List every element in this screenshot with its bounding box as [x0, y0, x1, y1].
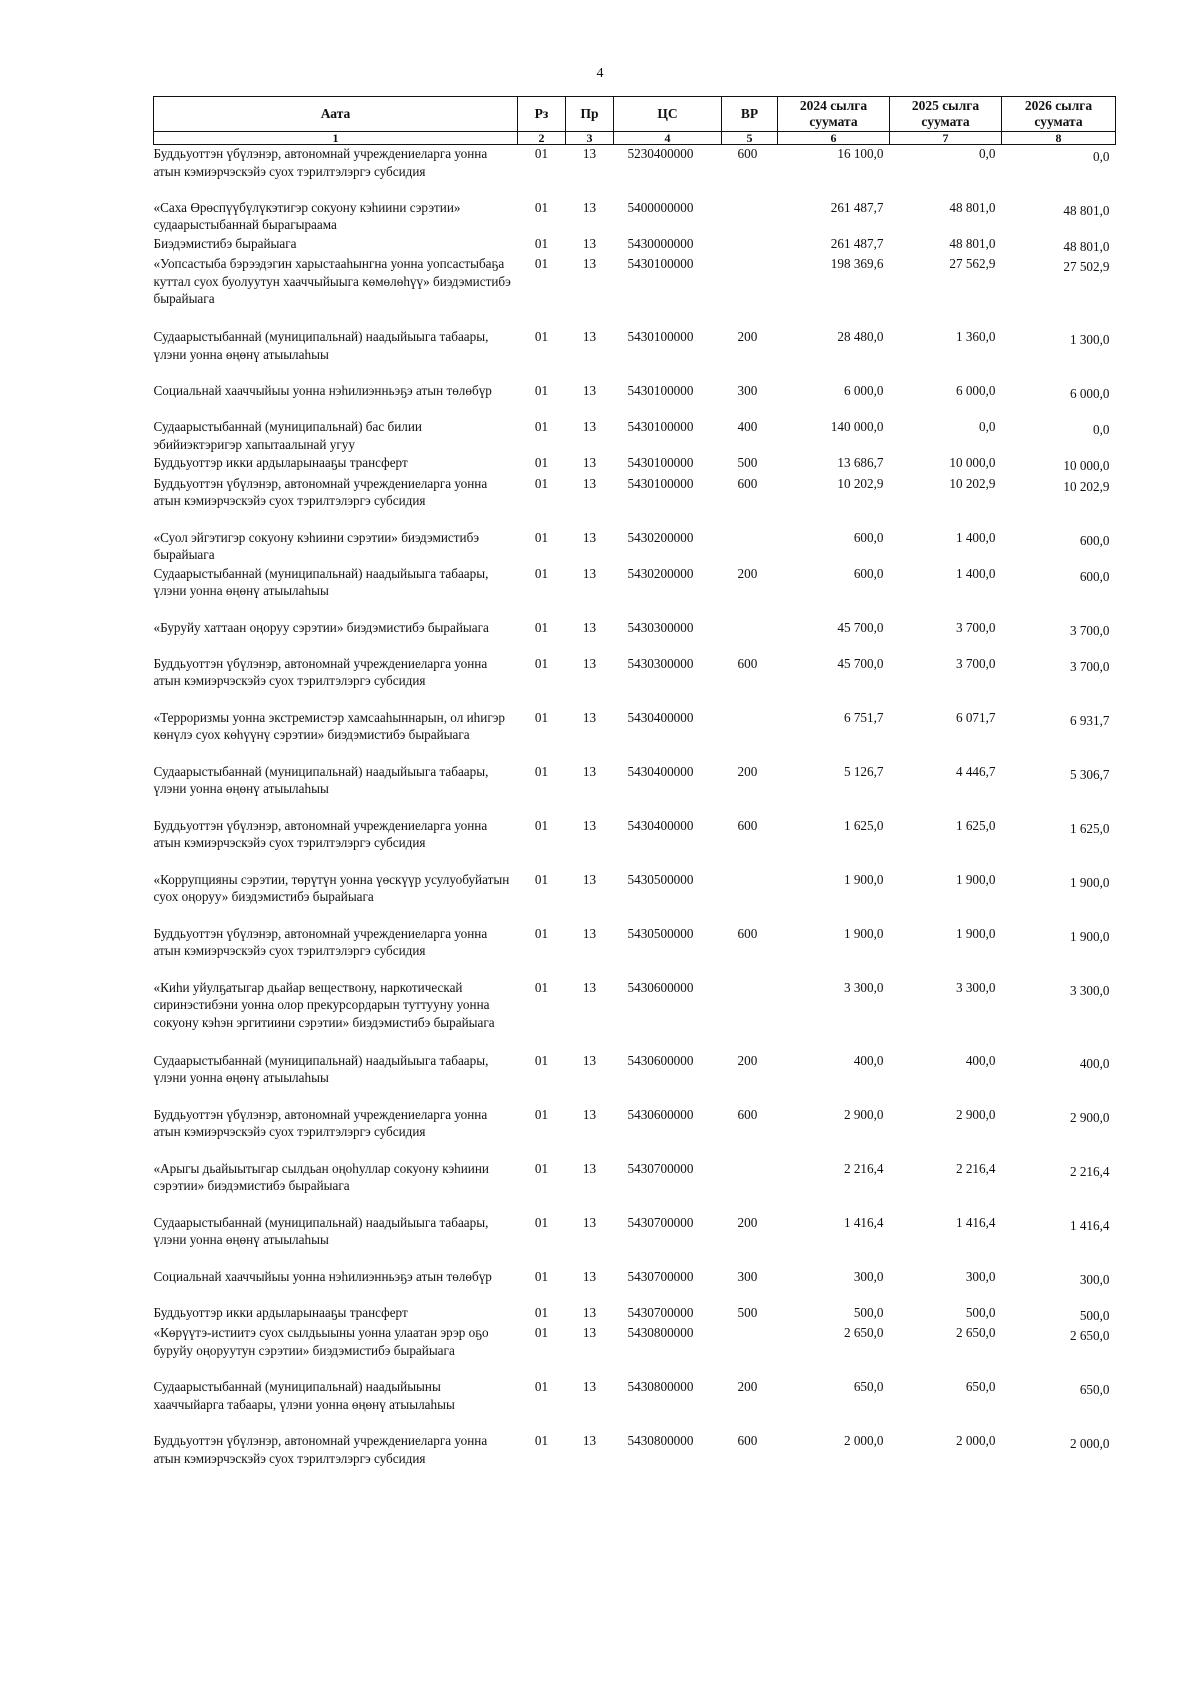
row-name: Буддьуоттэр икки ардыларынааҕы трансферт — [153, 1304, 408, 1320]
table-header — [154, 97, 1116, 145]
row-value-2026: 400,0 — [1079, 1055, 1110, 1071]
row-value-2024: 2 650,0 — [843, 1325, 884, 1340]
row-pr: 13 — [582, 235, 597, 251]
row-value-2026: 27 502,9 — [1063, 259, 1110, 274]
row-pr: 13 — [582, 1160, 597, 1176]
row-pr: 13 — [582, 1106, 597, 1122]
row-vr: 300 — [737, 383, 758, 398]
row-value-2025: 1 400,0 — [955, 565, 996, 581]
row-vr — [722, 1324, 778, 1378]
row-rz: 01 — [534, 1325, 549, 1340]
row-value-2026: 0,0 — [1093, 422, 1110, 437]
row-vr: 200 — [737, 763, 758, 779]
row-value-2025: 3 700,0 — [955, 619, 996, 635]
row-value-2025: 1 400,0 — [955, 529, 996, 545]
row-value-2026: 1 900,0 — [1069, 874, 1110, 890]
row-cs: 5430500000 — [627, 871, 694, 887]
row-value-2025: 0,0 — [979, 146, 996, 161]
row-rz: 01 — [534, 455, 549, 470]
row-cs: 5430100000 — [627, 419, 694, 434]
row-value-2024: 2 216,4 — [843, 1160, 884, 1176]
row-value-2025: 3 300,0 — [955, 979, 996, 995]
row-name: Судаарыстыбаннай (муниципальнай) наадыйыыга табаары, үлэни уонна өңөнү атыылаһыы — [153, 329, 489, 362]
row-value-2024: 6 751,7 — [843, 709, 884, 725]
row-cs: 5430100000 — [627, 329, 694, 344]
row-rz: 01 — [534, 146, 549, 161]
row-value-2024: 28 480,0 — [837, 329, 884, 344]
row-value-2025: 0,0 — [979, 419, 996, 434]
row-rz: 01 — [534, 1214, 549, 1230]
table-row — [154, 529, 1116, 565]
row-value-2025: 27 562,9 — [949, 256, 996, 271]
row-vr — [722, 979, 778, 1052]
row-value-2025: 6 071,7 — [955, 709, 996, 725]
row-rz: 01 — [534, 419, 549, 434]
table-row — [154, 1378, 1116, 1432]
row-cs: 5430700000 — [627, 1214, 694, 1230]
column-header-2026: 2026 сылга суумата — [1002, 97, 1116, 132]
table-row — [154, 1268, 1116, 1304]
row-pr: 13 — [582, 383, 597, 398]
column-number: 8 — [1002, 132, 1116, 145]
row-value-2024: 13 686,7 — [837, 455, 884, 470]
row-value-2025: 2 000,0 — [955, 1433, 996, 1448]
row-pr: 13 — [582, 763, 597, 779]
row-value-2024: 10 202,9 — [837, 475, 884, 491]
column-number: 7 — [890, 132, 1002, 145]
column-header-2025: 2025 сылга суумата — [890, 97, 1002, 132]
row-vr: 600 — [737, 655, 758, 671]
row-value-2025: 1 900,0 — [955, 925, 996, 941]
row-value-2025: 300,0 — [965, 1268, 996, 1284]
row-value-2024: 650,0 — [853, 1379, 884, 1394]
row-value-2024: 300,0 — [853, 1268, 884, 1284]
row-value-2025: 4 446,7 — [955, 763, 996, 779]
row-rz: 01 — [534, 1379, 549, 1394]
row-name: Буддьуоттэр икки ардыларынааҕы трансферт — [153, 455, 408, 470]
row-name: Социальнай хааччыйыы уонна нэһилиэнньэҕэ атын төлөбүр — [153, 1268, 492, 1284]
column-number-row — [154, 132, 1116, 145]
row-pr: 13 — [582, 817, 597, 833]
row-cs: 5430600000 — [627, 1052, 694, 1068]
column-number: 2 — [518, 132, 566, 145]
row-value-2025: 6 000,0 — [955, 383, 996, 398]
row-cs: 5430700000 — [627, 1268, 694, 1284]
row-name: Буддьуоттэн үбүлэнэр, автономнай учреждениеларга уонна атын кэмиэрчэскэйэ суох тэрилтэлэргэ субсидия — [153, 1106, 488, 1139]
table-row — [154, 1214, 1116, 1268]
table-row — [154, 454, 1116, 475]
row-vr: 600 — [737, 1433, 758, 1448]
page-number: 4 — [596, 66, 604, 81]
row-vr: 500 — [737, 1304, 758, 1320]
row-rz: 01 — [534, 871, 549, 887]
table-row — [154, 565, 1116, 619]
row-cs: 5430800000 — [627, 1433, 694, 1448]
row-name: «Көрүүтэ-истиитэ суох сылдьыыны уонна улаатан эрэр оҕо буруйу оңоруутун сэрэтии» биэдэмистибэ бырайыага — [153, 1325, 489, 1358]
row-vr — [722, 871, 778, 925]
row-pr: 13 — [582, 619, 597, 635]
row-value-2024: 2 000,0 — [843, 1433, 884, 1448]
row-value-2026: 48 801,0 — [1063, 238, 1110, 254]
table-row — [154, 871, 1116, 925]
row-cs: 5430700000 — [627, 1160, 694, 1176]
table-body — [154, 145, 1116, 1487]
row-vr — [722, 529, 778, 565]
row-rz: 01 — [534, 817, 549, 833]
row-vr: 500 — [737, 455, 758, 470]
row-vr — [722, 255, 778, 328]
row-rz: 01 — [534, 979, 549, 995]
row-value-2024: 600,0 — [853, 529, 884, 545]
row-name: Судаарыстыбаннай (муниципальнай) наадыйыыны хааччыйарга табаары, үлэни уонна өңөнү атыылаһыы — [153, 1379, 455, 1412]
table-row — [154, 817, 1116, 871]
row-value-2025: 3 700,0 — [955, 655, 996, 671]
row-rz: 01 — [534, 383, 549, 398]
row-value-2026: 1 300,0 — [1069, 332, 1110, 347]
row-vr — [722, 235, 778, 256]
row-value-2025: 48 801,0 — [949, 235, 996, 251]
row-value-2026: 500,0 — [1079, 1307, 1110, 1323]
row-pr: 13 — [582, 565, 597, 581]
row-value-2024: 3 300,0 — [843, 979, 884, 995]
row-name: «Суол эйгэтигэр сокуону кэһиини сэрэтии» биэдэмистибэ бырайыага — [153, 529, 479, 562]
row-name: Судаарыстыбаннай (муниципальнай) бас билии эбийиэктэригэр хапытаалынай угуу — [153, 419, 422, 452]
row-pr: 13 — [582, 1052, 597, 1068]
row-pr: 13 — [582, 709, 597, 725]
row-value-2024: 198 369,6 — [830, 256, 884, 271]
row-value-2026: 1 416,4 — [1069, 1217, 1110, 1233]
row-value-2026: 0,0 — [1093, 149, 1110, 164]
row-vr: 600 — [737, 925, 758, 941]
table-row — [154, 382, 1116, 418]
row-rz: 01 — [534, 1160, 549, 1176]
row-vr: 400 — [737, 419, 758, 434]
row-vr: 600 — [737, 1106, 758, 1122]
column-header-name: Аата — [154, 97, 518, 132]
table-row — [154, 328, 1116, 382]
row-rz: 01 — [534, 1052, 549, 1068]
row-name: Биэдэмистибэ бырайыага — [153, 235, 297, 251]
row-name: Буддьуоттэн үбүлэнэр, автономнай учреждениеларга уонна атын кэмиэрчэскэйэ суох тэрилтэлэргэ субсидия — [153, 146, 488, 179]
table-row — [154, 1304, 1116, 1325]
row-value-2026: 1 900,0 — [1069, 928, 1110, 944]
row-vr: 200 — [737, 1379, 758, 1394]
row-name: Буддьуоттэн үбүлэнэр, автономнай учреждениеларга уонна атын кэмиэрчэскэйэ суох тэрилтэлэргэ субсидия — [153, 817, 488, 850]
table-row — [154, 1160, 1116, 1214]
row-value-2026: 5 306,7 — [1069, 766, 1110, 782]
row-pr: 13 — [582, 146, 597, 161]
row-name: Буддьуоттэн үбүлэнэр, автономнай учреждениеларга уонна атын кэмиэрчэскэйэ суох тэрилтэлэргэ субсидия — [153, 925, 488, 958]
row-cs: 5430200000 — [627, 529, 694, 545]
row-name: Социальнай хааччыйыы уонна нэһилиэнньэҕэ атын төлөбүр — [153, 383, 492, 398]
row-rz: 01 — [534, 256, 549, 271]
row-cs: 5230400000 — [627, 146, 694, 161]
row-value-2026: 3 300,0 — [1069, 982, 1110, 998]
row-vr: 200 — [737, 1052, 758, 1068]
row-value-2024: 600,0 — [853, 565, 884, 581]
column-number: 1 — [154, 132, 518, 145]
row-value-2026: 10 202,9 — [1063, 478, 1110, 494]
row-value-2026: 3 700,0 — [1069, 658, 1110, 674]
column-number: 5 — [722, 132, 778, 145]
row-pr: 13 — [582, 1304, 597, 1320]
row-cs: 5430800000 — [627, 1325, 694, 1340]
row-pr: 13 — [582, 655, 597, 671]
row-rz: 01 — [534, 925, 549, 941]
row-name: Буддьуоттэн үбүлэнэр, автономнай учреждениеларга уонна атын кэмиэрчэскэйэ суох тэрилтэлэргэ субсидия — [153, 1433, 488, 1466]
row-vr: 300 — [737, 1268, 758, 1284]
row-value-2024: 2 900,0 — [843, 1106, 884, 1122]
row-value-2024: 1 416,4 — [843, 1214, 884, 1230]
row-value-2025: 650,0 — [965, 1379, 996, 1394]
row-value-2025: 500,0 — [965, 1304, 996, 1320]
row-vr: 200 — [737, 565, 758, 581]
row-value-2026: 600,0 — [1079, 568, 1110, 584]
row-vr: 600 — [737, 146, 758, 161]
row-value-2025: 400,0 — [965, 1052, 996, 1068]
column-number: 6 — [778, 132, 890, 145]
table-row — [154, 418, 1116, 454]
row-pr: 13 — [582, 1268, 597, 1284]
row-value-2025: 1 416,4 — [955, 1214, 996, 1230]
row-pr: 13 — [582, 419, 597, 434]
table-row — [154, 655, 1116, 709]
row-value-2024: 1 900,0 — [843, 925, 884, 941]
row-vr: 600 — [737, 475, 758, 491]
row-value-2025: 10 000,0 — [949, 455, 996, 470]
row-name: Судаарыстыбаннай (муниципальнай) наадыйыыга табаары, үлэни уонна өңөнү атыылаһыы — [153, 565, 489, 598]
table-row — [154, 1432, 1116, 1486]
table-row — [154, 235, 1116, 256]
row-value-2024: 5 126,7 — [843, 763, 884, 779]
row-pr: 13 — [582, 925, 597, 941]
row-name: Судаарыстыбаннай (муниципальнай) наадыйыыга табаары, үлэни уонна өңөнү атыылаһыы — [153, 763, 489, 796]
row-value-2025: 1 900,0 — [955, 871, 996, 887]
row-pr: 13 — [582, 871, 597, 887]
table-row — [154, 1324, 1116, 1378]
table-row — [154, 199, 1116, 235]
table-row — [154, 979, 1116, 1052]
row-cs: 5430800000 — [627, 1379, 694, 1394]
row-rz: 01 — [534, 475, 549, 491]
row-cs: 5430000000 — [627, 235, 694, 251]
column-number: 4 — [614, 132, 722, 145]
row-vr — [722, 1160, 778, 1214]
row-name: Буддьуоттэн үбүлэнэр, автономнай учреждениеларга уонна атын кэмиэрчэскэйэ суох тэрилтэлэргэ субсидия — [153, 655, 488, 688]
table-row — [154, 475, 1116, 529]
table-row — [154, 763, 1116, 817]
row-vr — [722, 709, 778, 763]
row-cs: 5430100000 — [627, 455, 694, 470]
row-pr: 13 — [582, 1379, 597, 1394]
row-cs: 5430400000 — [627, 709, 694, 725]
row-value-2025: 2 216,4 — [955, 1160, 996, 1176]
row-name: «Буруйу хаттаан оңоруу сэрэтии» биэдэмистибэ бырайыага — [153, 619, 489, 635]
row-pr: 13 — [582, 199, 597, 215]
row-cs: 5430600000 — [627, 979, 694, 995]
column-header-cs: ЦС — [614, 97, 722, 132]
row-rz: 01 — [534, 1268, 549, 1284]
row-value-2026: 600,0 — [1079, 532, 1110, 548]
row-value-2026: 650,0 — [1079, 1382, 1110, 1397]
row-pr: 13 — [582, 256, 597, 271]
row-value-2024: 45 700,0 — [837, 655, 884, 671]
row-cs: 5430400000 — [627, 817, 694, 833]
row-name: «Саха Өрөспүүбүлүкэтигэр сокуону кэһиини сэрэтии» судаарыстыбаннай бырагыраама — [153, 199, 461, 232]
row-rz: 01 — [534, 235, 549, 251]
table-row — [154, 619, 1116, 655]
row-value-2026: 2 900,0 — [1069, 1109, 1110, 1125]
row-cs: 5430300000 — [627, 655, 694, 671]
row-value-2025: 2 900,0 — [955, 1106, 996, 1122]
row-pr: 13 — [582, 475, 597, 491]
row-cs: 5430600000 — [627, 1106, 694, 1122]
row-rz: 01 — [534, 763, 549, 779]
row-cs: 5400000000 — [627, 199, 694, 215]
row-cs: 5430100000 — [627, 383, 694, 398]
table-row — [154, 1106, 1116, 1160]
row-cs: 5430200000 — [627, 565, 694, 581]
column-header-vr: ВР — [722, 97, 778, 132]
row-pr: 13 — [582, 455, 597, 470]
row-value-2024: 1 900,0 — [843, 871, 884, 887]
row-value-2025: 48 801,0 — [949, 199, 996, 215]
row-vr: 600 — [737, 817, 758, 833]
column-header-2024: 2024 сылга суумата — [778, 97, 890, 132]
row-name: «Терроризмы уонна экстремистэр хамсааһыннарын, ол иһигэр көнүлэ суох көһүүнү сэрэтии» биэдэмистибэ бырайыага — [153, 709, 505, 742]
table-row — [154, 925, 1116, 979]
row-value-2025: 1 625,0 — [955, 817, 996, 833]
row-vr: 200 — [737, 329, 758, 344]
row-value-2025: 2 650,0 — [955, 1325, 996, 1340]
row-value-2024: 6 000,0 — [843, 383, 884, 398]
row-value-2026: 48 801,0 — [1063, 202, 1110, 218]
row-value-2024: 1 625,0 — [843, 817, 884, 833]
row-name: «Киһи уйулҕатыгар дьайар веществону, наркотическай сиринэстибэни уонна олор прекурсордарын туттууну уонна сокуону кэһэн эргитиини сэрэтии» биэдэмистибэ бырайыага — [153, 979, 495, 1030]
row-pr: 13 — [582, 979, 597, 995]
row-pr: 13 — [582, 1325, 597, 1340]
row-value-2026: 300,0 — [1079, 1271, 1110, 1287]
row-value-2025: 10 202,9 — [949, 475, 996, 491]
row-rz: 01 — [534, 1106, 549, 1122]
table-row — [154, 1052, 1116, 1106]
row-value-2024: 261 487,7 — [830, 199, 884, 215]
row-value-2026: 2 216,4 — [1069, 1163, 1110, 1179]
row-rz: 01 — [534, 329, 549, 344]
row-name: Судаарыстыбаннай (муниципальнай) наадыйыыга табаары, үлэни уонна өңөнү атыылаһыы — [153, 1214, 489, 1247]
row-name: «Уопсастыба бэрээдэгин харыстааһынгна уонна уопсастыбаҕа куттал суох буолуутун хааччыйыыга көмөлөһүү» биэдэмистибэ бырайыага — [153, 256, 511, 306]
row-pr: 13 — [582, 1214, 597, 1230]
table-row — [154, 145, 1116, 199]
row-cs: 5430300000 — [627, 619, 694, 635]
column-header-pr: Пр — [566, 97, 614, 132]
row-pr: 13 — [582, 1433, 597, 1448]
row-rz: 01 — [534, 199, 549, 215]
row-rz: 01 — [534, 529, 549, 545]
row-name: «Арыгы дьайыытыгар сылдьан оңоһуллар сокуону кэһиини сэрэтии» биэдэмистибэ бырайыага — [153, 1160, 489, 1193]
row-value-2024: 140 000,0 — [830, 419, 884, 434]
row-value-2025: 1 360,0 — [955, 329, 996, 344]
row-rz: 01 — [534, 1433, 549, 1448]
row-rz: 01 — [534, 565, 549, 581]
row-value-2024: 500,0 — [853, 1304, 884, 1320]
row-value-2024: 45 700,0 — [837, 619, 884, 635]
row-cs: 5430100000 — [627, 256, 694, 271]
row-rz: 01 — [534, 1304, 549, 1320]
budget-table — [153, 96, 1116, 1486]
row-vr — [722, 619, 778, 655]
row-name: «Коррупцияны сэрэтии, төрүтүн уонна үөскүүр усулуобуйатын суох оңоруу» биэдэмистибэ бырайыага — [153, 871, 510, 904]
row-vr: 200 — [737, 1214, 758, 1230]
row-rz: 01 — [534, 709, 549, 725]
row-name: Буддьуоттэн үбүлэнэр, автономнай учреждениеларга уонна атын кэмиэрчэскэйэ суох тэрилтэлэргэ субсидия — [153, 475, 488, 508]
row-cs: 5430400000 — [627, 763, 694, 779]
column-header-rz: Рз — [518, 97, 566, 132]
row-cs: 5430700000 — [627, 1304, 694, 1320]
row-rz: 01 — [534, 619, 549, 635]
row-vr — [722, 199, 778, 235]
row-pr: 13 — [582, 529, 597, 545]
row-pr: 13 — [582, 329, 597, 344]
row-cs: 5430500000 — [627, 925, 694, 941]
column-number: 3 — [566, 132, 614, 145]
table-row — [154, 255, 1116, 328]
table-row — [154, 709, 1116, 763]
row-cs: 5430100000 — [627, 475, 694, 491]
row-value-2026: 6 931,7 — [1069, 712, 1110, 728]
row-value-2026: 2 650,0 — [1069, 1328, 1110, 1343]
row-rz: 01 — [534, 655, 549, 671]
row-value-2026: 1 625,0 — [1069, 820, 1110, 836]
row-name: Судаарыстыбаннай (муниципальнай) наадыйыыга табаары, үлэни уонна өңөнү атыылаһыы — [153, 1052, 489, 1085]
row-value-2026: 2 000,0 — [1069, 1436, 1110, 1451]
row-value-2026: 10 000,0 — [1063, 458, 1110, 473]
row-value-2024: 261 487,7 — [830, 235, 884, 251]
row-value-2024: 16 100,0 — [837, 146, 884, 161]
row-value-2026: 6 000,0 — [1069, 386, 1110, 401]
row-value-2024: 400,0 — [853, 1052, 884, 1068]
row-value-2026: 3 700,0 — [1069, 622, 1110, 638]
